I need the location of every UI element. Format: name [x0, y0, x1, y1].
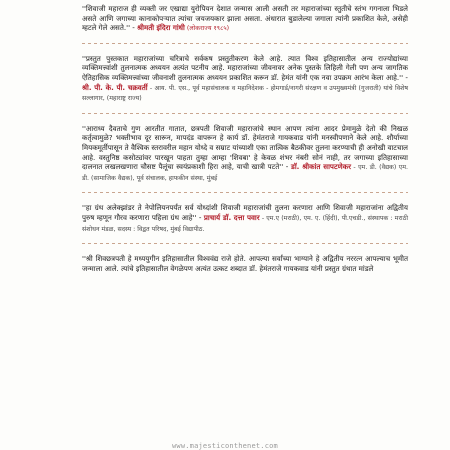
- quote-paragraph: [82, 124, 408, 184]
- quote-paragraph: [82, 4, 408, 34]
- quote-text: ''प्रस्तुत पुस्तकात महाराजांच्या चरित्राचे सर्वकष प्रस्तुतीकरण केले आहे. त्यात विश्व इतिहासातील अन्य राज्योद्यांच्या व्यक्तिमत्त्वांशी तुलनात्मक अध्ययन अत्यंत पटनीय आहे. महाराजांच्या जीवनावर अनेक पुस्तके लिहिली गेली पण अन्य जागतिक ऐतिहासिक व्यक्तिमत्त्वांच्या जीवनाशी तुलनात्मक अध्ययन प्रकाशित करून डॉ. हेमंत यांनी एक नवा उपक्रम आरंभ केला आहे.'' -: [82, 53, 408, 82]
- quote-attribution: डॉ. श्रीकांत सापटणेकर: [291, 162, 351, 172]
- quote-text: ''हा ग्रंथ अलेक्झांडर ते नेपोलियनपर्यंत सर्व योध्दांशी शिवाजी महाराजांची तुलना करणारा आणि शिवाजी महाराजांना अद्वितीय पुरुष म्हणून गौरव करणारा पहिला ग्रंथ आहे'' -: [82, 203, 408, 222]
- divider: [82, 43, 408, 44]
- divider: [82, 113, 408, 114]
- quote-note: - एम.ए (मराठी), एम. ए. (हिंदी), पी.एचडी., संस्थापक : मराठी संशोधन मंडळ, सदस्य : विद्वत परिषद, मुंबई विद्यापीठ.: [82, 214, 408, 233]
- quote-attribution: श्री. पी. के. पी. चक्रवर्ती: [82, 82, 148, 92]
- quote-note: - एम. डी. (वैद्यक) एम. डी. (सामाजिक वैद्यक), पूर्व संचालक, हाफकीन संस्था, मुंबई: [82, 164, 408, 182]
- quote-text: ''श्री शिवछत्रपती हे मध्ययुगीन इतिहासातील विश्ववंद्य राजे होते. आपल्या सर्वांच्या भाग्याने हे अद्वितीय नररत्न आपल्याच भूमीत जन्माला आले. त्यांचे इतिहासातील वेगळेपण अत्यंत उत्कट शब्दात डॉ. हेमंतराजे गायकवाड यांनी प्रस्तुत ग्रंथात मांडले: [82, 254, 408, 273]
- quote-note: (लोकराज्य १९८५): [184, 25, 230, 33]
- watermark-text: www.majesticonthenet.com: [172, 442, 278, 450]
- quote-text: ''आराध्य दैवताचे गुण आरतीत गातात, छत्रपती शिवाजी महाराजांचे स्थान आपण त्यांना आदर प्रेमामुळे देतो की निखळ कर्तृत्वामुळे? भक्तीभाव दूर सारून, मापदंड वापरून हे कार्य डॉ. हेमंतराजे गायकवाड यांनी मनस्वीपणाने केले आहे. शौर्याच्या मियकमूर्तीपासून ते वैश्विक स्तरावरील महान योध्दे व सम्राट यांच्याशी एका तात्विक बैठकीवर तुलना करण्याची ही अनोखी वाटचाल आहे. वस्तुनिष्ठ कसोट्यांवर पारखून पाहता तुम्हा आम्हा 'शिवबा' हे केवळ शंभर नंबरी सोनं नाही, तर जगाच्या इतिहासाच्या दालनात लखलखणारा चौसष्ट पैलूंचा स्वयंप्रकाशी हिरा आहे, याची खात्री पटते'' -: [82, 123, 408, 172]
- watermark: [0, 442, 450, 450]
- quote-attribution: श्रीमती इंदिरा गांधी: [137, 23, 185, 33]
- quote-text: ''शिवाजी महाराज ही व्यक्ती जर एखाद्या युरोपियन देशात जन्मास आली असती तर महाराजांच्या स्तुतीचे स्तंभ गगनाला भिडले असते आणि जगाच्या कानाकोपऱ्यात त्यांचा जयजयकार झाला असता. अंधारात बुडालेल्या जगाला त्यांनी प्रकाशित केले, असेही म्हटले गेले असते.'' -: [82, 4, 408, 33]
- divider: [82, 243, 408, 244]
- quotes-column: [82, 4, 408, 282]
- quote-paragraph: [82, 54, 408, 104]
- divider: [82, 192, 408, 193]
- quote-paragraph: [82, 203, 408, 234]
- quote-paragraph: [82, 254, 408, 273]
- quote-attribution: प्राचार्य डॉ. दत्ता पवार: [203, 212, 260, 222]
- quote-note: - आय. पी. एस., पूर्व महासंचालक व महानिदेशक - होमगार्ड/नागरी संरक्षण व उपमुख्यमंत्री (गुजराती) यांचे विशेष सल्लागार, (महाराष्ट्र राज्य): [82, 84, 409, 103]
